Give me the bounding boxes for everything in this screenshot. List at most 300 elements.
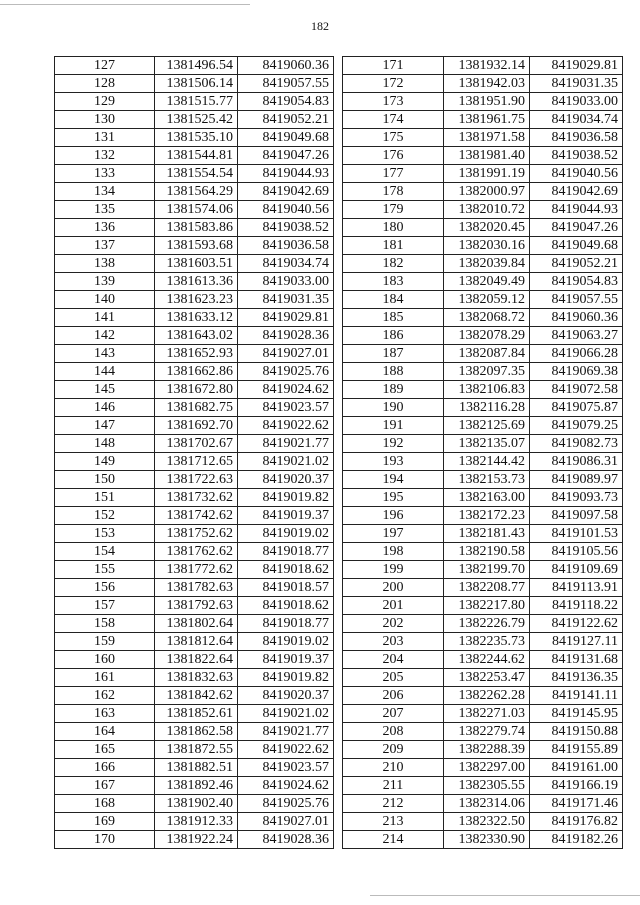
table-row xyxy=(55,201,334,219)
table-row xyxy=(343,831,623,849)
x-coordinate-cell: 1381722.63 xyxy=(155,471,238,489)
table-row xyxy=(343,165,623,183)
point-number-cell: 210 xyxy=(343,759,444,777)
x-coordinate-cell: 1381515.77 xyxy=(155,93,238,111)
point-number-cell: 163 xyxy=(55,705,155,723)
x-coordinate-cell: 1381652.93 xyxy=(155,345,238,363)
point-number-cell: 195 xyxy=(343,489,444,507)
y-coordinate-cell: 8419029.81 xyxy=(530,57,623,75)
y-coordinate-cell: 8419075.87 xyxy=(530,399,623,417)
point-number-cell: 134 xyxy=(55,183,155,201)
point-number-cell: 194 xyxy=(343,471,444,489)
y-coordinate-cell: 8419033.00 xyxy=(238,273,334,291)
y-coordinate-cell: 8419034.74 xyxy=(530,111,623,129)
point-number-cell: 175 xyxy=(343,129,444,147)
table-row xyxy=(55,651,334,669)
top-rule xyxy=(0,4,250,5)
point-number-cell: 179 xyxy=(343,201,444,219)
table-row xyxy=(343,705,623,723)
x-coordinate-cell: 1381882.51 xyxy=(155,759,238,777)
point-number-cell: 213 xyxy=(343,813,444,831)
x-coordinate-cell: 1381583.86 xyxy=(155,219,238,237)
table-row xyxy=(343,813,623,831)
point-number-cell: 167 xyxy=(55,777,155,795)
y-coordinate-cell: 8419033.00 xyxy=(530,93,623,111)
x-coordinate-cell: 1381662.86 xyxy=(155,363,238,381)
table-row xyxy=(55,741,334,759)
x-coordinate-cell: 1381643.02 xyxy=(155,327,238,345)
point-number-cell: 205 xyxy=(343,669,444,687)
y-coordinate-cell: 8419036.58 xyxy=(238,237,334,255)
x-coordinate-cell: 1382297.00 xyxy=(444,759,530,777)
x-coordinate-cell: 1381554.54 xyxy=(155,165,238,183)
x-coordinate-cell: 1382208.77 xyxy=(444,579,530,597)
y-coordinate-cell: 8419019.37 xyxy=(238,507,334,525)
table-row xyxy=(55,507,334,525)
x-coordinate-cell: 1381682.75 xyxy=(155,399,238,417)
table-row xyxy=(55,273,334,291)
point-number-cell: 165 xyxy=(55,741,155,759)
y-coordinate-cell: 8419145.95 xyxy=(530,705,623,723)
point-number-cell: 176 xyxy=(343,147,444,165)
y-coordinate-cell: 8419113.91 xyxy=(530,579,623,597)
point-number-cell: 164 xyxy=(55,723,155,741)
y-coordinate-cell: 8419044.93 xyxy=(238,165,334,183)
y-coordinate-cell: 8419042.69 xyxy=(238,183,334,201)
point-number-cell: 162 xyxy=(55,687,155,705)
table-row xyxy=(343,759,623,777)
point-number-cell: 139 xyxy=(55,273,155,291)
point-number-cell: 208 xyxy=(343,723,444,741)
table-row xyxy=(343,579,623,597)
x-coordinate-cell: 1381702.67 xyxy=(155,435,238,453)
table-row xyxy=(343,723,623,741)
table-row xyxy=(343,201,623,219)
y-coordinate-cell: 8419027.01 xyxy=(238,345,334,363)
y-coordinate-cell: 8419034.74 xyxy=(238,255,334,273)
point-number-cell: 193 xyxy=(343,453,444,471)
point-number-cell: 141 xyxy=(55,309,155,327)
point-number-cell: 159 xyxy=(55,633,155,651)
point-number-cell: 200 xyxy=(343,579,444,597)
x-coordinate-cell: 1382059.12 xyxy=(444,291,530,309)
x-coordinate-cell: 1381981.40 xyxy=(444,147,530,165)
point-number-cell: 140 xyxy=(55,291,155,309)
y-coordinate-cell: 8419069.38 xyxy=(530,363,623,381)
point-number-cell: 152 xyxy=(55,507,155,525)
table-row xyxy=(55,561,334,579)
point-number-cell: 171 xyxy=(343,57,444,75)
x-coordinate-cell: 1381961.75 xyxy=(444,111,530,129)
point-number-cell: 198 xyxy=(343,543,444,561)
y-coordinate-cell: 8419161.00 xyxy=(530,759,623,777)
point-number-cell: 149 xyxy=(55,453,155,471)
y-coordinate-cell: 8419101.53 xyxy=(530,525,623,543)
point-number-cell: 148 xyxy=(55,435,155,453)
table-row xyxy=(343,507,623,525)
point-number-cell: 147 xyxy=(55,417,155,435)
table-row xyxy=(55,543,334,561)
y-coordinate-cell: 8419072.58 xyxy=(530,381,623,399)
y-coordinate-cell: 8419093.73 xyxy=(530,489,623,507)
point-number-cell: 131 xyxy=(55,129,155,147)
y-coordinate-cell: 8419019.02 xyxy=(238,633,334,651)
point-number-cell: 153 xyxy=(55,525,155,543)
table-row xyxy=(55,633,334,651)
point-number-cell: 190 xyxy=(343,399,444,417)
table-row xyxy=(55,129,334,147)
point-number-cell: 207 xyxy=(343,705,444,723)
point-number-cell: 174 xyxy=(343,111,444,129)
point-number-cell: 128 xyxy=(55,75,155,93)
table-row xyxy=(55,57,334,75)
point-number-cell: 191 xyxy=(343,417,444,435)
point-number-cell: 187 xyxy=(343,345,444,363)
x-coordinate-cell: 1382097.35 xyxy=(444,363,530,381)
table-row xyxy=(55,255,334,273)
x-coordinate-cell: 1382010.72 xyxy=(444,201,530,219)
point-number-cell: 143 xyxy=(55,345,155,363)
table-row xyxy=(55,165,334,183)
table-row xyxy=(55,399,334,417)
point-number-cell: 151 xyxy=(55,489,155,507)
y-coordinate-cell: 8419021.02 xyxy=(238,453,334,471)
point-number-cell: 161 xyxy=(55,669,155,687)
x-coordinate-cell: 1381892.46 xyxy=(155,777,238,795)
y-coordinate-cell: 8419109.69 xyxy=(530,561,623,579)
x-coordinate-cell: 1382244.62 xyxy=(444,651,530,669)
y-coordinate-cell: 8419024.62 xyxy=(238,381,334,399)
table-row xyxy=(55,417,334,435)
point-number-cell: 214 xyxy=(343,831,444,849)
table-row xyxy=(343,111,623,129)
point-number-cell: 182 xyxy=(343,255,444,273)
x-coordinate-cell: 1381932.14 xyxy=(444,57,530,75)
point-number-cell: 204 xyxy=(343,651,444,669)
y-coordinate-cell: 8419060.36 xyxy=(238,57,334,75)
x-coordinate-cell: 1382181.43 xyxy=(444,525,530,543)
x-coordinate-cell: 1381593.68 xyxy=(155,237,238,255)
x-coordinate-cell: 1382253.47 xyxy=(444,669,530,687)
table-row xyxy=(343,255,623,273)
y-coordinate-cell: 8419155.89 xyxy=(530,741,623,759)
y-coordinate-cell: 8419057.55 xyxy=(530,291,623,309)
x-coordinate-cell: 1381812.64 xyxy=(155,633,238,651)
x-coordinate-cell: 1382078.29 xyxy=(444,327,530,345)
point-number-cell: 154 xyxy=(55,543,155,561)
x-coordinate-cell: 1381872.55 xyxy=(155,741,238,759)
y-coordinate-cell: 8419097.58 xyxy=(530,507,623,525)
x-coordinate-cell: 1381902.40 xyxy=(155,795,238,813)
point-number-cell: 138 xyxy=(55,255,155,273)
x-coordinate-cell: 1382235.73 xyxy=(444,633,530,651)
x-coordinate-cell: 1381782.63 xyxy=(155,579,238,597)
point-number-cell: 137 xyxy=(55,237,155,255)
x-coordinate-cell: 1381613.36 xyxy=(155,273,238,291)
x-coordinate-cell: 1381832.63 xyxy=(155,669,238,687)
table-row xyxy=(343,795,623,813)
table-row xyxy=(343,633,623,651)
y-coordinate-cell: 8419018.57 xyxy=(238,579,334,597)
x-coordinate-cell: 1381802.64 xyxy=(155,615,238,633)
y-coordinate-cell: 8419018.77 xyxy=(238,543,334,561)
y-coordinate-cell: 8419022.62 xyxy=(238,741,334,759)
y-coordinate-cell: 8419031.35 xyxy=(530,75,623,93)
x-coordinate-cell: 1381951.90 xyxy=(444,93,530,111)
x-coordinate-cell: 1381772.62 xyxy=(155,561,238,579)
point-number-cell: 127 xyxy=(55,57,155,75)
x-coordinate-cell: 1382039.84 xyxy=(444,255,530,273)
table-row xyxy=(343,777,623,795)
y-coordinate-cell: 8419021.02 xyxy=(238,705,334,723)
y-coordinate-cell: 8419019.82 xyxy=(238,489,334,507)
point-number-cell: 188 xyxy=(343,363,444,381)
table-row xyxy=(343,525,623,543)
coordinates-table-left xyxy=(54,56,334,849)
y-coordinate-cell: 8419049.68 xyxy=(530,237,623,255)
y-coordinate-cell: 8419025.76 xyxy=(238,795,334,813)
y-coordinate-cell: 8419023.57 xyxy=(238,759,334,777)
y-coordinate-cell: 8419052.21 xyxy=(238,111,334,129)
point-number-cell: 189 xyxy=(343,381,444,399)
y-coordinate-cell: 8419176.82 xyxy=(530,813,623,831)
point-number-cell: 133 xyxy=(55,165,155,183)
x-coordinate-cell: 1382330.90 xyxy=(444,831,530,849)
point-number-cell: 135 xyxy=(55,201,155,219)
table-row xyxy=(343,399,623,417)
y-coordinate-cell: 8419086.31 xyxy=(530,453,623,471)
table-row xyxy=(343,543,623,561)
y-coordinate-cell: 8419018.62 xyxy=(238,561,334,579)
x-coordinate-cell: 1381732.62 xyxy=(155,489,238,507)
table-row xyxy=(55,363,334,381)
y-coordinate-cell: 8419171.46 xyxy=(530,795,623,813)
x-coordinate-cell: 1382279.74 xyxy=(444,723,530,741)
x-coordinate-cell: 1381762.62 xyxy=(155,543,238,561)
y-coordinate-cell: 8419024.62 xyxy=(238,777,334,795)
y-coordinate-cell: 8419127.11 xyxy=(530,633,623,651)
table-row xyxy=(55,723,334,741)
table-row xyxy=(55,453,334,471)
point-number-cell: 132 xyxy=(55,147,155,165)
point-number-cell: 142 xyxy=(55,327,155,345)
table-row xyxy=(343,417,623,435)
point-number-cell: 166 xyxy=(55,759,155,777)
y-coordinate-cell: 8419054.83 xyxy=(238,93,334,111)
y-coordinate-cell: 8419040.56 xyxy=(530,165,623,183)
table-row xyxy=(343,93,623,111)
table-row xyxy=(55,345,334,363)
table-row xyxy=(55,381,334,399)
x-coordinate-cell: 1381822.64 xyxy=(155,651,238,669)
x-coordinate-cell: 1382000.97 xyxy=(444,183,530,201)
y-coordinate-cell: 8419047.26 xyxy=(530,219,623,237)
x-coordinate-cell: 1382087.84 xyxy=(444,345,530,363)
y-coordinate-cell: 8419020.37 xyxy=(238,687,334,705)
point-number-cell: 146 xyxy=(55,399,155,417)
x-coordinate-cell: 1381574.06 xyxy=(155,201,238,219)
x-coordinate-cell: 1381742.62 xyxy=(155,507,238,525)
point-number-cell: 196 xyxy=(343,507,444,525)
x-coordinate-cell: 1382217.80 xyxy=(444,597,530,615)
table-row xyxy=(343,75,623,93)
x-coordinate-cell: 1381971.58 xyxy=(444,129,530,147)
y-coordinate-cell: 8419027.01 xyxy=(238,813,334,831)
y-coordinate-cell: 8419166.19 xyxy=(530,777,623,795)
point-number-cell: 173 xyxy=(343,93,444,111)
point-number-cell: 145 xyxy=(55,381,155,399)
table-row xyxy=(343,57,623,75)
table-row xyxy=(55,309,334,327)
point-number-cell: 184 xyxy=(343,291,444,309)
table-row xyxy=(343,597,623,615)
table-row xyxy=(343,381,623,399)
x-coordinate-cell: 1382262.28 xyxy=(444,687,530,705)
x-coordinate-cell: 1382305.55 xyxy=(444,777,530,795)
coordinates-table-right xyxy=(342,56,623,849)
table-row xyxy=(55,327,334,345)
point-number-cell: 172 xyxy=(343,75,444,93)
point-number-cell: 192 xyxy=(343,435,444,453)
y-coordinate-cell: 8419019.02 xyxy=(238,525,334,543)
x-coordinate-cell: 1381525.42 xyxy=(155,111,238,129)
x-coordinate-cell: 1382049.49 xyxy=(444,273,530,291)
table-row xyxy=(55,795,334,813)
x-coordinate-cell: 1381603.51 xyxy=(155,255,238,273)
table-row xyxy=(343,489,623,507)
y-coordinate-cell: 8419131.68 xyxy=(530,651,623,669)
x-coordinate-cell: 1382163.00 xyxy=(444,489,530,507)
point-number-cell: 185 xyxy=(343,309,444,327)
y-coordinate-cell: 8419054.83 xyxy=(530,273,623,291)
point-number-cell: 180 xyxy=(343,219,444,237)
table-row xyxy=(343,615,623,633)
table-row xyxy=(343,453,623,471)
table-row xyxy=(343,687,623,705)
point-number-cell: 186 xyxy=(343,327,444,345)
table-row xyxy=(343,273,623,291)
point-number-cell: 129 xyxy=(55,93,155,111)
y-coordinate-cell: 8419122.62 xyxy=(530,615,623,633)
table-row xyxy=(55,435,334,453)
x-coordinate-cell: 1381506.14 xyxy=(155,75,238,93)
y-coordinate-cell: 8419089.97 xyxy=(530,471,623,489)
table-row xyxy=(55,777,334,795)
x-coordinate-cell: 1382125.69 xyxy=(444,417,530,435)
y-coordinate-cell: 8419141.11 xyxy=(530,687,623,705)
table-row xyxy=(55,93,334,111)
point-number-cell: 209 xyxy=(343,741,444,759)
x-coordinate-cell: 1382135.07 xyxy=(444,435,530,453)
x-coordinate-cell: 1382020.45 xyxy=(444,219,530,237)
point-number-cell: 178 xyxy=(343,183,444,201)
point-number-cell: 169 xyxy=(55,813,155,831)
y-coordinate-cell: 8419047.26 xyxy=(238,147,334,165)
point-number-cell: 206 xyxy=(343,687,444,705)
y-coordinate-cell: 8419029.81 xyxy=(238,309,334,327)
table-row xyxy=(343,309,623,327)
bottom-rule xyxy=(370,895,640,896)
x-coordinate-cell: 1381712.65 xyxy=(155,453,238,471)
x-coordinate-cell: 1382144.42 xyxy=(444,453,530,471)
x-coordinate-cell: 1382271.03 xyxy=(444,705,530,723)
y-coordinate-cell: 8419019.37 xyxy=(238,651,334,669)
y-coordinate-cell: 8419036.58 xyxy=(530,129,623,147)
x-coordinate-cell: 1382153.73 xyxy=(444,471,530,489)
y-coordinate-cell: 8419079.25 xyxy=(530,417,623,435)
y-coordinate-cell: 8419031.35 xyxy=(238,291,334,309)
table-row xyxy=(343,327,623,345)
y-coordinate-cell: 8419025.76 xyxy=(238,363,334,381)
point-number-cell: 150 xyxy=(55,471,155,489)
table-row xyxy=(55,525,334,543)
x-coordinate-cell: 1381633.12 xyxy=(155,309,238,327)
point-number-cell: 136 xyxy=(55,219,155,237)
x-coordinate-cell: 1382314.06 xyxy=(444,795,530,813)
y-coordinate-cell: 8419182.26 xyxy=(530,831,623,849)
point-number-cell: 197 xyxy=(343,525,444,543)
point-number-cell: 168 xyxy=(55,795,155,813)
table-row xyxy=(343,129,623,147)
point-number-cell: 156 xyxy=(55,579,155,597)
table-row xyxy=(55,615,334,633)
table-row xyxy=(55,597,334,615)
table-row xyxy=(343,471,623,489)
x-coordinate-cell: 1382199.70 xyxy=(444,561,530,579)
table-row xyxy=(55,669,334,687)
point-number-cell: 181 xyxy=(343,237,444,255)
point-number-cell: 155 xyxy=(55,561,155,579)
x-coordinate-cell: 1381792.63 xyxy=(155,597,238,615)
point-number-cell: 202 xyxy=(343,615,444,633)
table-row xyxy=(343,345,623,363)
y-coordinate-cell: 8419021.77 xyxy=(238,723,334,741)
point-number-cell: 158 xyxy=(55,615,155,633)
x-coordinate-cell: 1381752.62 xyxy=(155,525,238,543)
page-number: 182 xyxy=(311,19,329,33)
table-row xyxy=(343,669,623,687)
y-coordinate-cell: 8419022.62 xyxy=(238,417,334,435)
table-row xyxy=(343,237,623,255)
table-row xyxy=(55,219,334,237)
x-coordinate-cell: 1381991.19 xyxy=(444,165,530,183)
table-row xyxy=(343,561,623,579)
table-row xyxy=(343,651,623,669)
x-coordinate-cell: 1382190.58 xyxy=(444,543,530,561)
table-row xyxy=(55,183,334,201)
y-coordinate-cell: 8419038.52 xyxy=(530,147,623,165)
table-row xyxy=(55,237,334,255)
table-row xyxy=(55,75,334,93)
y-coordinate-cell: 8419028.36 xyxy=(238,831,334,849)
y-coordinate-cell: 8419020.37 xyxy=(238,471,334,489)
x-coordinate-cell: 1382106.83 xyxy=(444,381,530,399)
table-row xyxy=(55,111,334,129)
table-row xyxy=(343,147,623,165)
x-coordinate-cell: 1381623.23 xyxy=(155,291,238,309)
table-row xyxy=(55,687,334,705)
table-row xyxy=(55,489,334,507)
table-row xyxy=(55,705,334,723)
table-row xyxy=(55,579,334,597)
y-coordinate-cell: 8419057.55 xyxy=(238,75,334,93)
point-number-cell: 144 xyxy=(55,363,155,381)
x-coordinate-cell: 1382172.23 xyxy=(444,507,530,525)
x-coordinate-cell: 1381922.24 xyxy=(155,831,238,849)
point-number-cell: 201 xyxy=(343,597,444,615)
y-coordinate-cell: 8419052.21 xyxy=(530,255,623,273)
y-coordinate-cell: 8419038.52 xyxy=(238,219,334,237)
